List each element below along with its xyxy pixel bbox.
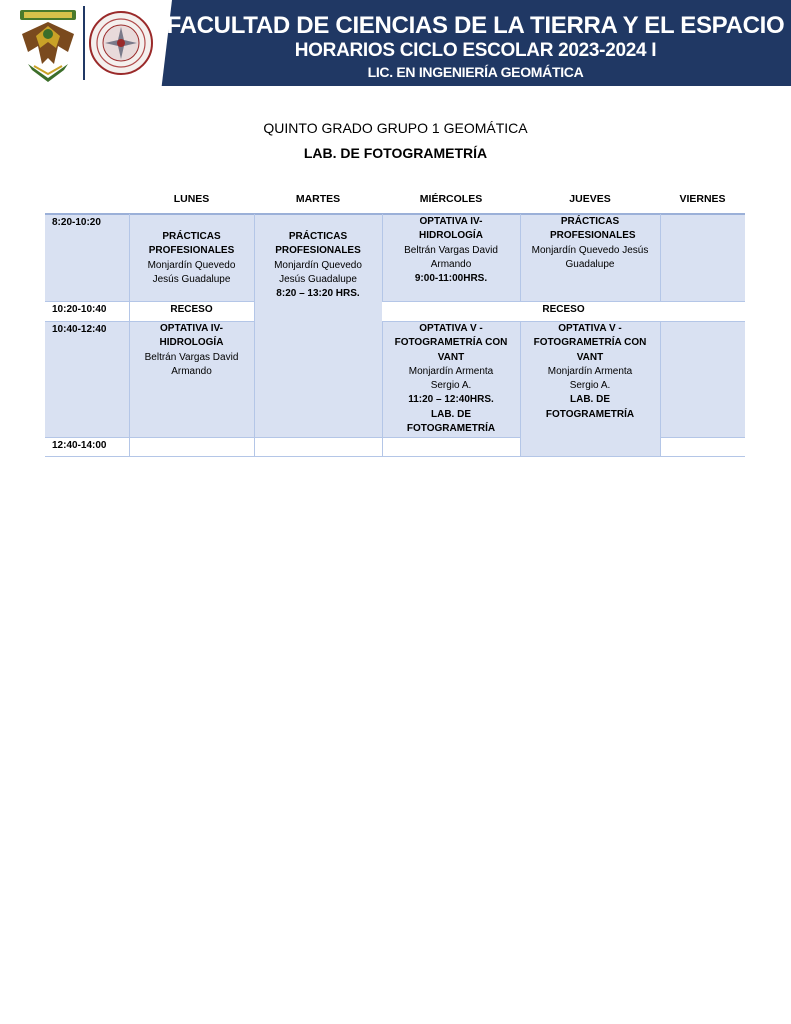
class-cell-wednesday-2 [382, 321, 520, 437]
class-teacher: Monjardín Armenta Sergio A. [547, 365, 633, 392]
lab-title: LAB. DE FOTOGRAMETRÍA [303, 145, 488, 161]
class-cell-monday-2 [129, 321, 254, 437]
time-slot: 10:20-10:40 [52, 304, 107, 315]
class-cell-thursday-2 [520, 321, 660, 457]
class-time: 11:20 – 12:40HRS. [408, 394, 494, 406]
faculty-eagle-logo-icon [14, 8, 82, 84]
column-divider [254, 214, 255, 457]
row-divider [45, 301, 254, 302]
class-room: LAB. DE FOTOGRAMETRÍA [545, 394, 635, 420]
class-cell-thursday-1 [520, 214, 660, 301]
class-teacher: Beltrán Vargas David Armando [144, 351, 239, 377]
class-subject: PRÁCTICAS PROFESIONALES [275, 231, 361, 257]
class-cell-monday-1 [129, 214, 254, 301]
row-divider [660, 437, 745, 438]
logo-divider [83, 6, 85, 80]
column-divider [660, 321, 661, 457]
friday-cell-bg [660, 321, 745, 437]
class-time: 8:20 – 13:20 HRS. [276, 288, 360, 300]
class-cell-wednesday-1 [382, 214, 520, 301]
column-divider [520, 321, 521, 457]
university-seal-icon [88, 10, 154, 76]
class-room: LAB. DE FOTOGRAMETRÍA [406, 408, 496, 435]
class-teacher: Monjardín Armenta Sergio A. [408, 365, 494, 392]
schedule-title: HORARIOS CICLO ESCOLAR 2023-2024 I [294, 40, 657, 61]
class-subject: PRÁCTICAS PROFESIONALES [550, 216, 636, 242]
column-divider [129, 214, 130, 457]
row-divider [45, 321, 254, 322]
logo-panel [0, 0, 172, 86]
recess-cell-wed-fri: RECESO [542, 304, 585, 315]
row-divider [382, 301, 745, 302]
friday-cell-bg [660, 214, 745, 301]
day-header-thursday: JUEVES [569, 193, 611, 205]
column-divider [382, 321, 383, 457]
faculty-title: FACULTAD DE CIENCIAS DE LA TIERRA Y EL ESPACIO [166, 12, 785, 39]
class-teacher: Monjardín Quevedo Jesús Guadalupe [274, 259, 362, 285]
row-divider [45, 437, 520, 438]
column-divider [382, 214, 383, 301]
day-header-tuesday: MARTES [295, 193, 341, 205]
class-teacher: Monjardín Quevedo Jesús Guadalupe [147, 259, 236, 285]
degree-title: LIC. EN INGENIERÍA GEOMÁTICA [367, 64, 584, 80]
day-header-wednesday: MIÉRCOLES [419, 193, 483, 205]
class-subject: OPTATIVA V - FOTOGRAMETRÍA CON VANT [533, 323, 647, 363]
class-cell-tuesday [254, 214, 382, 437]
day-header-monday: LUNES [173, 193, 210, 205]
day-header-friday: VIERNES [679, 193, 726, 205]
class-subject: OPTATIVA V - FOTOGRAMETRÍA CON VANT [394, 323, 508, 363]
column-divider [660, 214, 661, 301]
row-divider [382, 321, 745, 322]
time-slot: 10:40-12:40 [52, 324, 107, 335]
class-subject: OPTATIVA IV-HIDROLOGÍA [419, 216, 483, 242]
header-banner [0, 0, 791, 86]
class-time: 9:00-11:00HRS. [414, 273, 488, 285]
recess-cell-monday: RECESO [170, 304, 213, 315]
table-bottom-border [45, 456, 745, 457]
time-slot: 12:40-14:00 [52, 440, 107, 451]
class-subject: PRÁCTICAS PROFESIONALES [148, 231, 235, 257]
class-subject: OPTATIVA IV-HIDROLOGÍA [159, 323, 224, 349]
group-title: QUINTO GRADO GRUPO 1 GEOMÁTICA [263, 120, 528, 136]
table-top-border [45, 213, 745, 215]
class-teacher: Beltrán Vargas David Armando [404, 244, 498, 270]
column-divider [520, 214, 521, 301]
class-teacher: Monjardín Quevedo Jesús Guadalupe [531, 244, 649, 270]
time-slot: 8:20-10:20 [52, 217, 101, 228]
